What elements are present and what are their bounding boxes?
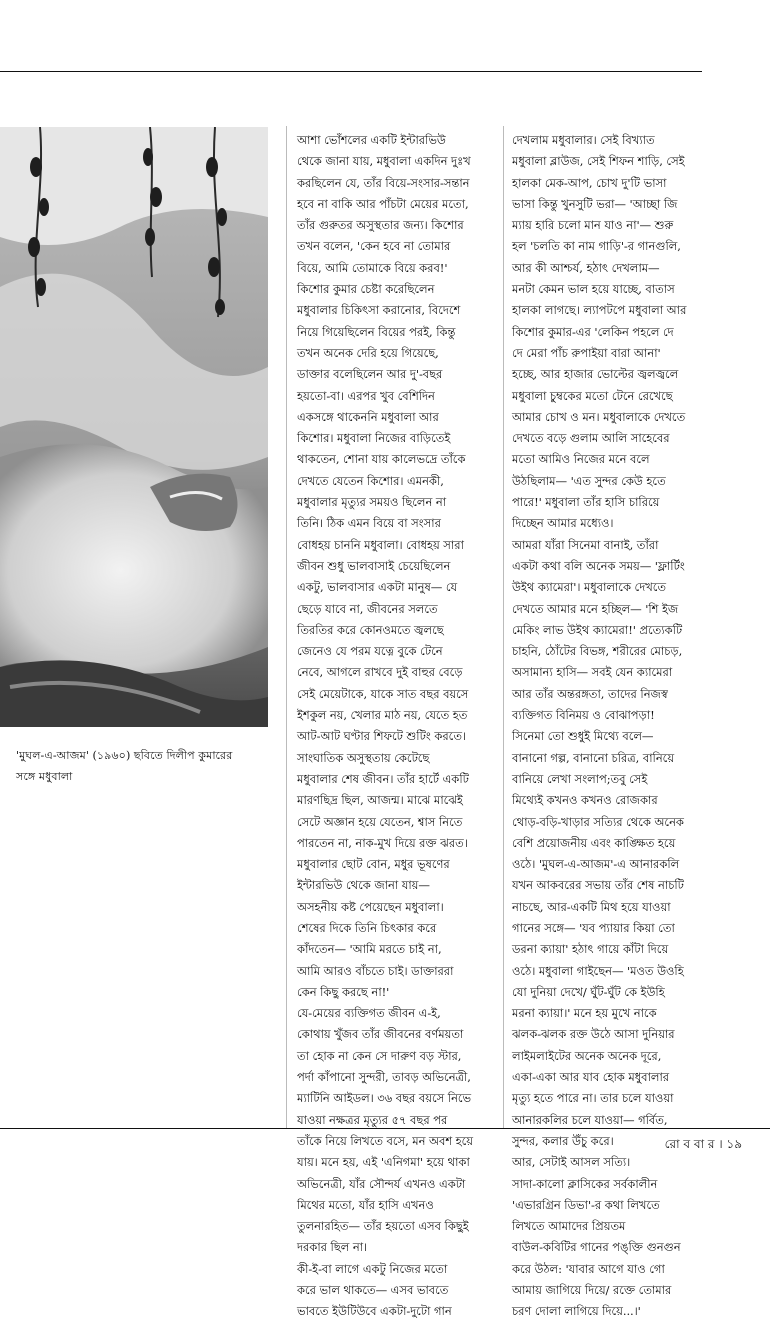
text-line: বেশি প্রয়োজনীয় এবং কাঙ্ক্ষিত হয়ে xyxy=(512,835,676,850)
text-line: কিশোর কুমার চেষ্টা করেছিলেন xyxy=(297,282,435,297)
text-line: যায়। মনে হয়, এই 'এনিগমা' হয়ে থাকা xyxy=(297,1155,470,1170)
text-line: বানানো গল্প, বানানো চরিত্র, বানিয়ে xyxy=(512,750,675,765)
text-line: দেখতে বড়ে গুলাম আলি সাহেবের xyxy=(512,431,670,446)
text-line: জীবন শুধু ভালবাসাই চেয়েছিলেন xyxy=(297,558,451,573)
text-line: বিয়ে, আমি তোমাকে বিয়ে করব!' xyxy=(297,260,448,275)
text-line: মৃত্যু হতে পারে না। তার চলে যাওয়া xyxy=(512,1091,674,1106)
text-line: ডাক্তার বলেছিলেন আর দু'-বছর xyxy=(297,367,443,382)
text-line: নিয়ে গিয়েছিলেন বিয়ের পরই, কিন্তু xyxy=(297,324,456,339)
text-line: দেখতে আমার মনে হচ্ছিল— 'শি ইজ xyxy=(512,601,679,616)
text-line: হবে না বাকি আর পাঁচটা মেয়ের মতো, xyxy=(297,196,469,211)
text-line: উইথ ক্যামেরা'। মধুবালাকে দেখতে xyxy=(512,580,667,595)
film-still-photo xyxy=(0,127,268,727)
text-line: মধুবালার শেষ জীবন। তাঁর হার্টে একটি xyxy=(297,771,469,786)
text-line: কাঁদতেন— 'আমি মরতে চাই না, xyxy=(297,942,442,957)
text-line: হচ্ছে, আর হাজার ভোল্টের জ্বলজ্বলে xyxy=(512,367,679,382)
text-line: ম্যায় হারি চলো মান যাও না'— শুরু xyxy=(512,218,674,233)
text-line: তুলনারহিত— তাঁর হয়তো এসব কিছুই xyxy=(297,1219,469,1234)
text-line: আমায় জাগিয়ে দিয়ে/ রক্তে তোমার xyxy=(512,1283,672,1298)
text-line: ইশকুল নয়, খেলার মাঠ নয়, যেতে হত xyxy=(297,708,468,723)
caption-line: সঙ্গে মধুবালা xyxy=(16,770,73,783)
text-line: তখন অনেক দেরি হয়ে গিয়েছে, xyxy=(297,345,439,360)
text-line: করছিলেন যে, তাঁর বিয়ে-সংসার-সন্তান xyxy=(297,175,470,190)
text-line: লিখতে আমাদের প্রিয়তম xyxy=(512,1219,626,1234)
text-line: ব্যক্তিগত বিনিময় ও বোঝাপড়া! xyxy=(512,708,655,723)
text-line: মতো আমিও নিজের মনে বলে xyxy=(512,452,650,467)
page-folio: রো ব বা র । ১৯ xyxy=(664,1137,742,1151)
text-line: আর, সেটাই আসল সত্যি। xyxy=(512,1155,631,1170)
text-line: কোথায় খুঁজব তাঁর জীবনের বর্ণময়তা xyxy=(297,1027,464,1042)
text-line: আর কী আশ্চর্য, হঠাৎ দেখলাম— xyxy=(512,260,660,275)
text-line: মারণছিদ্র ছিল, আজন্ম। মাঝে মাঝেই xyxy=(297,793,463,808)
article-column-middle xyxy=(297,130,497,1323)
text-line: বোধহয় চাননি মধুবালা। বোধহয় সারা xyxy=(297,537,464,552)
text-line: মধুবালার চিকিৎসা করানোর, বিদেশে xyxy=(297,303,461,318)
text-line: সাদা-কালো ক্লাসিকের সর্বকালীন xyxy=(512,1176,658,1191)
text-line: আর তাঁর অন্তরঙ্গতা, তাদের নিজস্ব xyxy=(512,686,668,701)
column-divider xyxy=(503,126,504,1128)
text-line: মেকিং লাভ উইথ ক্যামেরা!' প্রত্যেকটি xyxy=(512,622,683,637)
text-line: ডরনা ক্যায়া' হঠাৎ গায়ে কাঁটা দিয়ে xyxy=(512,942,669,957)
text-line: করে উঠল: 'যাবার আগে যাও গো xyxy=(512,1261,665,1276)
text-line: দিচ্ছেন আমার মধ্যেও। xyxy=(512,516,614,531)
text-line: মরনা ক্যায়া।' মনে হয় মুখে নাকে xyxy=(512,1006,657,1021)
text-line: তিনি। ঠিক এমন বিয়ে বা সংসার xyxy=(297,516,441,531)
text-line: ভাবতে ইউটিউবে একটা-দুটো গান xyxy=(297,1304,452,1319)
text-line: চাহনি, ঠোঁটের বিভঙ্গ, শরীরের মোচড়, xyxy=(512,644,683,659)
text-line: সেটে অজ্ঞান হয়ে যেতেন, শ্বাস নিতে xyxy=(297,814,463,829)
text-line: ওঠে। 'মুঘল-এ-আজম'-এ আনারকলি xyxy=(512,857,680,872)
text-line: কী-ই-বা লাগে একটু নিজের মতো xyxy=(297,1261,448,1276)
text-line: মিথের মতো, যাঁর হাসি এখনও xyxy=(297,1197,434,1212)
text-line: নেবে, আগলে রাখবে দুই বাহুর বেড়ে xyxy=(297,665,463,680)
text-line: করে ভাল থাকতে— এসব ভাবতে xyxy=(297,1283,449,1298)
text-line: কিশোর। মধুবালা নিজের বাড়িতেই xyxy=(297,431,451,446)
text-line: থোড়-বড়ি-খাড়ার সত্যির থেকে অনেক xyxy=(512,814,684,829)
text-line: একসঙ্গে থাকেননি মধুবালা আর xyxy=(297,409,439,424)
text-line: মনটা কেমন ভাল হয়ে যাচ্ছে, বাতাস xyxy=(512,282,675,297)
text-line: হল 'চলতি কা নাম গাড়ি'-র গানগুলি, xyxy=(512,239,681,254)
text-line: বানিয়ে লেখা সংলাপ;তবু সেই xyxy=(512,771,648,786)
text-line: সাংঘাতিক অসুস্থতায় কেটেছে xyxy=(297,750,430,765)
text-line: আশা ভোঁশলের একটি ইন্টারভিউ xyxy=(297,133,446,147)
text-line: থাকতেন, শোনা যায় কালেভদ্রে তাঁকে xyxy=(297,452,466,467)
text-line: সিনেমা তো শুধুই মিথ্যে বলে— xyxy=(512,729,654,744)
text-line: আমার চোখ ও মন। মধুবালাকে দেখতে xyxy=(512,409,686,424)
text-line: অসহনীয় কষ্ট পেয়েছেন মধুবালা। xyxy=(297,899,444,914)
text-line: ম্যাটিনি আইডল। ৩৬ বছর বয়সে নিভে xyxy=(297,1091,472,1106)
text-line: উঠছিলাম— 'এত সুন্দর কেউ হতে xyxy=(512,473,666,488)
text-line: মিথ্যেই কখনও কখনও রোজকার xyxy=(512,793,658,808)
text-line: আমরা যাঁরা সিনেমা বানাই, তাঁরা xyxy=(512,537,659,552)
text-line: তা হোক না কেন সে দারুণ বড় স্টার, xyxy=(297,1048,462,1063)
text-line: ছেড়ে যাবে না, জীবনের সলতে xyxy=(297,601,438,616)
text-line: হালকা মেক-আপ, চোখ দু'টি ভাসা xyxy=(512,175,667,190)
text-line: তখন বলেন, 'কেন হবে না তোমার xyxy=(297,239,451,254)
text-line: একটা কথা বলি অনেক সময়— 'ফ্লার্টিং xyxy=(512,558,685,573)
text-line: আমি আরও বাঁচতে চাই। ডাক্তাররা xyxy=(297,963,454,978)
text-line: লাইমলাইটের অনেক অনেক দূরে, xyxy=(512,1048,662,1063)
text-line: আট-আট ঘণ্টার শিফটে শুটিং করতে। xyxy=(297,729,466,744)
photo-caption xyxy=(16,745,268,787)
text-line: চরণ দোলা লাগিয়ে দিয়ে...।' xyxy=(512,1304,641,1319)
top-rule xyxy=(0,71,702,72)
text-line: অসামান্য হাসি— সবই যেন ক্যামেরা xyxy=(512,665,673,680)
text-line: পারতেন না, নাক-মুখ দিয়ে রক্ত ঝরত। xyxy=(297,835,468,850)
text-line: দেখতে যেতেন কিশোর। এমনকী, xyxy=(297,473,444,488)
text-line: তিরতির করে কোনওমতে জ্বলছে xyxy=(297,622,444,637)
text-line: তাঁর গুরুতর অসুস্থতার জন্য। কিশোর xyxy=(297,218,464,233)
text-line: জেনেও যে পরম যত্নে বুকে টেনে xyxy=(297,644,443,659)
column-divider xyxy=(286,126,287,1128)
text-line: একটু, ভালবাসার একটা মানুষ— যে xyxy=(297,580,458,595)
text-line: পর্দা কাঁপানো সুন্দরী, তাবড় অভিনেত্রী, xyxy=(297,1070,471,1085)
text-line: থেকে জানা যায়, মধুবালা একদিন দুঃখ xyxy=(297,154,471,169)
text-line: দে মেরা পাঁচ রুপাইয়া বারা আনা' xyxy=(512,345,661,360)
text-line: অভিনেত্রী, যাঁর সৌন্দর্য এখনও একটা xyxy=(297,1176,466,1191)
text-line: যখন আকবরের সভায় তাঁর শেষ নাচটি xyxy=(512,878,684,893)
text-line: পারে!' মধুবালা তাঁর হাসি চারিয়ে xyxy=(512,495,660,510)
text-line: সুন্দর, কলার উঁচু করে। xyxy=(512,1133,614,1148)
text-line: মধুবালার মৃত্যুর সময়ও ছিলেন না xyxy=(297,495,447,510)
text-line: দরকার ছিল না। xyxy=(297,1240,368,1255)
caption-line: 'মুঘল-এ-আজম' (১৯৬০) ছবিতে দিলীপ কুমারের xyxy=(16,749,233,762)
text-line: ওঠে। মধুবালা গাইছেন— 'মওত উওহি xyxy=(512,963,684,978)
text-line: মধুবালার ছোট বোন, মধুর ভূষণের xyxy=(297,857,450,872)
text-line: ঝলক-ঝলক রক্ত উঠে আসা দুনিয়ার xyxy=(512,1027,675,1042)
text-line: হয়তো-বা। এরপর খুব বেশিদিন xyxy=(297,388,435,403)
text-line: শেষের দিকে তিনি চিৎকার করে xyxy=(297,920,437,935)
text-line: যে-মেয়ের ব্যক্তিগত জীবন এ-ই, xyxy=(297,1006,441,1021)
text-line: গানের সঙ্গে— 'যব প্যায়ার কিয়া তো xyxy=(512,920,675,935)
text-line: ভাসা কিন্তু খুনসুটি ভরা— 'আচ্ছা জি xyxy=(512,196,678,211)
text-line: একা-একা আর যাব হোক মধুবালার xyxy=(512,1070,670,1085)
text-line: 'এভারগ্রিন ডিভা'-র কথা লিখতে xyxy=(512,1197,660,1212)
bottom-rule xyxy=(0,1128,770,1129)
text-line: তাঁকে নিয়ে লিখতে বসে, মন অবশ হয়ে xyxy=(297,1133,474,1148)
text-line: কেন কিছু করছে না!' xyxy=(297,984,390,999)
text-line: কিশোর কুমার-এর 'লেকিন পহলে দে xyxy=(512,324,674,339)
text-line: হালকা লাগছে। ল্যাপটপে মধুবালা আর xyxy=(512,303,687,318)
text-line: ইন্টারভিউ থেকে জানা যায়— xyxy=(297,878,430,893)
text-line: আনারকলির চলে যাওয়া— গর্বিত, xyxy=(512,1112,668,1127)
text-line: যো দুনিয়া দেখে/ ঘুঁট-ঘুঁট কে ইউহি xyxy=(512,984,665,999)
text-line: নাচছে, আর-একটি মিথ হয়ে যাওয়া xyxy=(512,899,671,914)
text-line: সেই মেয়েটাকে, যাকে সাত বছর বয়সে xyxy=(297,686,469,701)
text-line: মধুবালা চুম্বকের মতো টেনে রেখেছে xyxy=(512,388,673,403)
text-line: যাওয়া নক্ষত্রর মৃত্যুর ৫৭ বছর পর xyxy=(297,1112,448,1127)
text-line: মধুবালা ব্লাউজ, সেই শিফন শাড়ি, সেই xyxy=(512,154,685,169)
text-line: দেখলাম মধুবালার। সেই বিখ্যাত xyxy=(512,133,655,147)
text-line: বাউল-কবিটির গানের পঙ্‌ক্তি গুনগুন xyxy=(512,1240,681,1255)
